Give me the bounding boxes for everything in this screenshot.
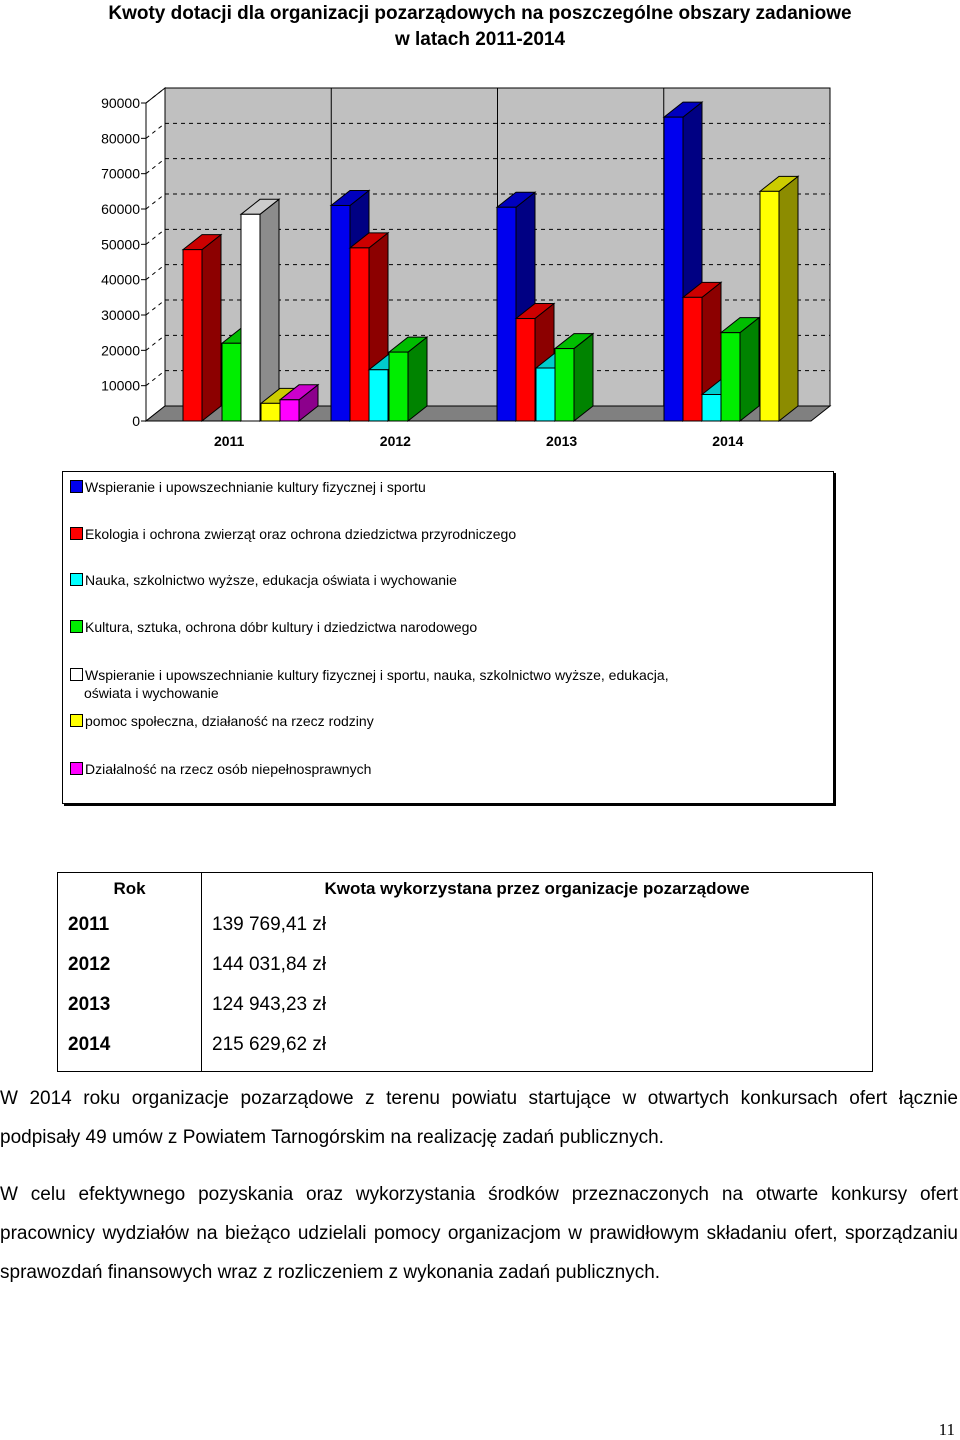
row-amount: 144 031,84 zł: [212, 954, 327, 975]
x-tick-label: 2013: [546, 433, 578, 449]
row-year: 2012: [58, 945, 202, 985]
bar: [664, 117, 683, 421]
legend-swatch: [70, 573, 83, 586]
bar: [702, 395, 721, 422]
legend-item-kultura: [70, 618, 477, 636]
y-tick-label: 0: [132, 413, 140, 429]
legend-swatch: [70, 714, 83, 727]
bar: [555, 349, 574, 421]
legend-label-line-2: oświata i wychowanie: [84, 685, 219, 701]
bar: [331, 205, 350, 421]
bar: [516, 319, 535, 421]
header-amount: Kwota wykorzystana przez organizacje pozarządowe: [324, 879, 750, 898]
bar: [261, 403, 280, 421]
table-header-row: [58, 873, 873, 906]
bar-side: [202, 235, 221, 421]
chart-title-line-1: Kwoty dotacji dla organizacji pozarządowych na poszczególne obszary zadaniowe: [108, 3, 852, 24]
y-tick-label: 80000: [101, 130, 140, 147]
legend-label: pomoc społeczna, działaność na rzecz rodziny: [85, 713, 374, 729]
chart-title-line-2: w latach 2011-2014: [394, 29, 566, 50]
y-tick-label: 50000: [101, 236, 140, 253]
legend-item-nauka: [70, 571, 457, 589]
plot-left-wall: [146, 88, 165, 421]
y-tick-label: 40000: [101, 271, 140, 288]
legend-item-niepelnosprawni: [70, 760, 371, 778]
bar: [683, 297, 702, 421]
bar: [183, 250, 202, 421]
bar: [350, 248, 369, 421]
y-tick-label: 30000: [101, 307, 140, 323]
x-tick-label: 2011: [213, 433, 245, 449]
bar: [497, 207, 516, 421]
legend-label: Kultura, sztuka, ochrona dóbr kultury i dziedzictwa narodowego: [85, 619, 478, 635]
bar: [760, 191, 779, 421]
row-amount: 215 629,62 zł: [212, 1034, 327, 1055]
bar: [721, 333, 740, 421]
y-tick-label: 60000: [101, 201, 140, 217]
y-tick-label: 90000: [101, 95, 140, 111]
legend-swatch: [70, 527, 83, 540]
bar: [536, 368, 555, 421]
legend-label: Nauka, szkolnictwo wyższe, edukacja oświata i wychowanie: [85, 572, 457, 588]
y-tick-label: 10000: [101, 377, 140, 394]
paragraph-1: W 2014 roku organizacje pozarządowe z terenu powiatu startujące w otwartych konkursach ofert łącznie podpisały 49 umów z Powiatem Tarnogórskim na realizację zadań publicznych.: [0, 1088, 958, 1148]
row-year: 2011: [58, 905, 202, 945]
legend-label: Działalność na rzecz osób niepełnosprawnych: [85, 761, 372, 777]
table-row: [58, 905, 873, 945]
row-year: 2014: [58, 1025, 202, 1072]
bar-side: [740, 318, 759, 421]
legend-label: Ekologia i ochrona zwierząt oraz ochrona dziedzictwa przyrodniczego: [85, 526, 517, 542]
header-year: Rok: [58, 873, 202, 906]
legend-item-pomoc-spoleczna: [70, 712, 374, 730]
table-row: [58, 985, 873, 1025]
page-number: 11: [938, 1420, 955, 1439]
legend-label: Wspieranie i upowszechnianie kultury fizycznej i sportu: [85, 479, 426, 495]
bar: [222, 343, 241, 421]
y-tick-label: 70000: [101, 165, 140, 182]
bar: [241, 214, 260, 421]
legend-item-ekologia: [70, 525, 516, 543]
legend-swatch: [70, 620, 83, 633]
bar: [369, 370, 388, 421]
row-amount: 139 769,41 zł: [212, 914, 327, 935]
x-tick-label: 2012: [379, 433, 411, 449]
bar-chart: [0, 0, 960, 460]
row-amount: 124 943,23 zł: [212, 994, 327, 1015]
legend-swatch: [70, 762, 83, 775]
chart-legend: [62, 471, 834, 804]
bar-side: [779, 176, 798, 421]
legend-swatch: [70, 668, 83, 681]
x-tick-label: 2014: [712, 433, 744, 449]
table-row: [58, 1025, 873, 1072]
bar: [280, 400, 299, 421]
legend-item-sport: [70, 478, 426, 496]
legend-label: Wspieranie i upowszechnianie kultury fizycznej i sportu, nauka, szkolnictwo wyższe, edukacja,: [85, 667, 669, 683]
legend-swatch: [70, 480, 83, 493]
bar-side: [260, 199, 279, 421]
row-year: 2013: [58, 985, 202, 1025]
paragraph-2: W celu efektywnego pozyskania oraz wykorzystania środków przeznaczonych na otwarte konkursy ofert pracownicy wydziałów na bieżąco udzielali pomocy organizacjom w prawidłowym składaniu ofert, sporządzaniu sprawozdań finansowych wraz z rozliczeniem z wykonania zadań publicznych.: [0, 1184, 958, 1283]
legend-item-sport-nauka: [70, 666, 830, 702]
y-tick-label: 20000: [101, 342, 140, 359]
table-row: [58, 945, 873, 985]
bar: [389, 352, 408, 421]
summary-table: [57, 872, 873, 1072]
